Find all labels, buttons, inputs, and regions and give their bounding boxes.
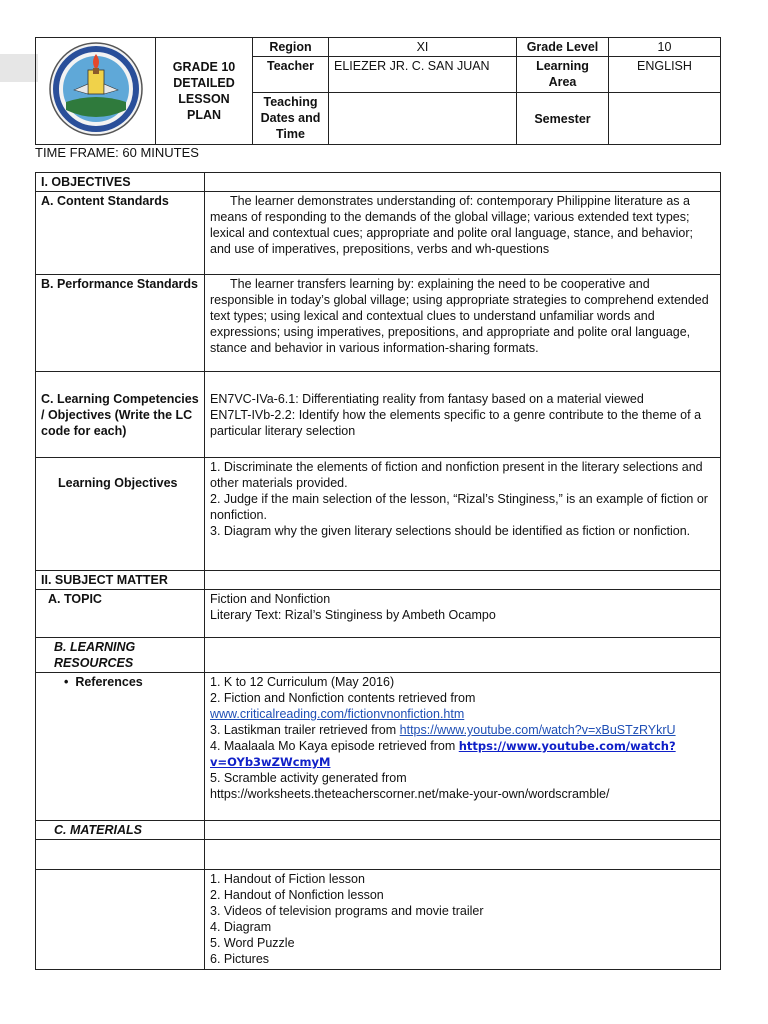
- teacher-value: ELIEZER JR. C. SAN JUAN: [329, 57, 517, 93]
- bullet-dot-icon: •: [64, 675, 76, 689]
- competencies-label: C. Learning Competencies / Objectives (Write the LC code for each): [36, 372, 205, 458]
- topic-line-1: Fiction and Nonfiction: [210, 592, 331, 606]
- materials-list: [205, 870, 721, 970]
- competency-1: EN7VC-IVa-6.1: Differentiating reality from fantasy based on a material viewed: [210, 391, 644, 406]
- teaching-dates-value: [329, 93, 517, 145]
- time-frame: TIME FRAME: 60 MINUTES: [35, 145, 199, 160]
- reference-5-text: 5. Scramble activity generated from: [210, 771, 407, 785]
- topic-label: A. TOPIC: [36, 590, 205, 638]
- objective-2: 2. Judge if the main selection of the lesson, “Rizal’s Stinginess,” is an example of fiction or nonfiction.: [210, 492, 708, 522]
- learning-resources-label: B. LEARNING RESOURCES: [36, 638, 205, 673]
- semester-label: Semester: [517, 93, 609, 145]
- objective-1: 1. Discriminate the elements of fiction and nonfiction present in the literary selections and other materials provided.: [210, 460, 703, 490]
- lesson-table: [35, 172, 721, 970]
- topic-text: [205, 590, 721, 638]
- reference-4-text: 4. Maalaala Mo Kaya episode retrieved from: [210, 739, 459, 753]
- objective-3: 3. Diagram why the given literary selections should be identified as fiction or nonfiction.: [210, 524, 691, 538]
- lesson-plan-title: GRADE 10 DETAILED LESSON PLAN: [156, 38, 253, 145]
- reference-2-link[interactable]: www.criticalreading.com/fictionvnonfiction.htm: [210, 707, 465, 721]
- reference-3-text: 3. Lastikman trailer retrieved from: [210, 723, 400, 737]
- competency-2: EN7LT-IVb-2.2: Identify how the elements specific to a genre contribute to the theme of a particular literary selection: [210, 407, 702, 438]
- header-table: [35, 37, 721, 145]
- semester-value: [609, 93, 721, 145]
- content-standards-label: A. Content Standards: [36, 192, 205, 275]
- learning-objectives-label: Learning Objectives: [36, 458, 205, 571]
- scan-shade: [0, 54, 38, 82]
- material-5: 5. Word Puzzle: [210, 936, 295, 950]
- material-1: 1. Handout of Fiction lesson: [210, 872, 365, 886]
- performance-standards-label: B. Performance Standards: [36, 275, 205, 372]
- materials-label: C. MATERIALS: [36, 821, 205, 840]
- region-label: Region: [253, 38, 329, 57]
- reference-2-text: 2. Fiction and Nonfiction contents retrieved from: [210, 691, 476, 705]
- school-seal-icon: [36, 38, 156, 145]
- reference-1: 1. K to 12 Curriculum (May 2016): [210, 675, 395, 689]
- topic-line-2: Literary Text: Rizal’s Stinginess by Ambeth Ocampo: [210, 608, 496, 622]
- teaching-dates-label: Teaching Dates and Time: [253, 93, 329, 145]
- performance-standards-text: The learner transfers learning by: explaining the need to be cooperative and responsible in today’s global village; using appropriate strategies to comprehend extended text types; using lexical and contextual clues to understand unfamiliar words and expressions; using imperatives, prepositions, and appropriate and polite oral language, stance and behavior in various information-sharing formats.: [205, 275, 721, 372]
- grade-level-label: Grade Level: [517, 38, 609, 57]
- subject-matter-heading: II. SUBJECT MATTER: [36, 571, 205, 590]
- references-label: [36, 673, 205, 821]
- material-6: 6. Pictures: [210, 952, 270, 966]
- reference-5-url: https://worksheets.theteacherscorner.net/make-your-own/wordscramble/: [210, 787, 610, 801]
- reference-4-link[interactable]: https://www.youtube.com/watch?v=OYb3wZWcmyM: [210, 739, 676, 769]
- region-value: XI: [329, 38, 517, 57]
- material-2: 2. Handout of Nonfiction lesson: [210, 888, 384, 902]
- references-label-text: References: [75, 675, 143, 689]
- reference-3-link[interactable]: https://www.youtube.com/watch?v=xBuSTzRYkrU: [399, 723, 676, 737]
- learning-area-label: Learning Area: [517, 57, 609, 93]
- learning-area-value: ENGLISH: [609, 57, 721, 93]
- objectives-heading: I. OBJECTIVES: [36, 173, 205, 192]
- teacher-label: Teacher: [253, 57, 329, 93]
- learning-objectives-text: [205, 458, 721, 571]
- competencies-text: [205, 372, 721, 458]
- material-3: 3. Videos of television programs and movie trailer: [210, 904, 484, 918]
- material-4: 4. Diagram: [210, 920, 272, 934]
- grade-level-value: 10: [609, 38, 721, 57]
- content-standards-text: The learner demonstrates understanding of: contemporary Philippine literature as a means of responding to the demands of the global village; various extended text types; lexical and contextual cues; appropriate and polite oral language, stance, and behavior; and use of imperatives, prepositions, verbs and wh-questions: [205, 192, 721, 275]
- references-text: [205, 673, 721, 821]
